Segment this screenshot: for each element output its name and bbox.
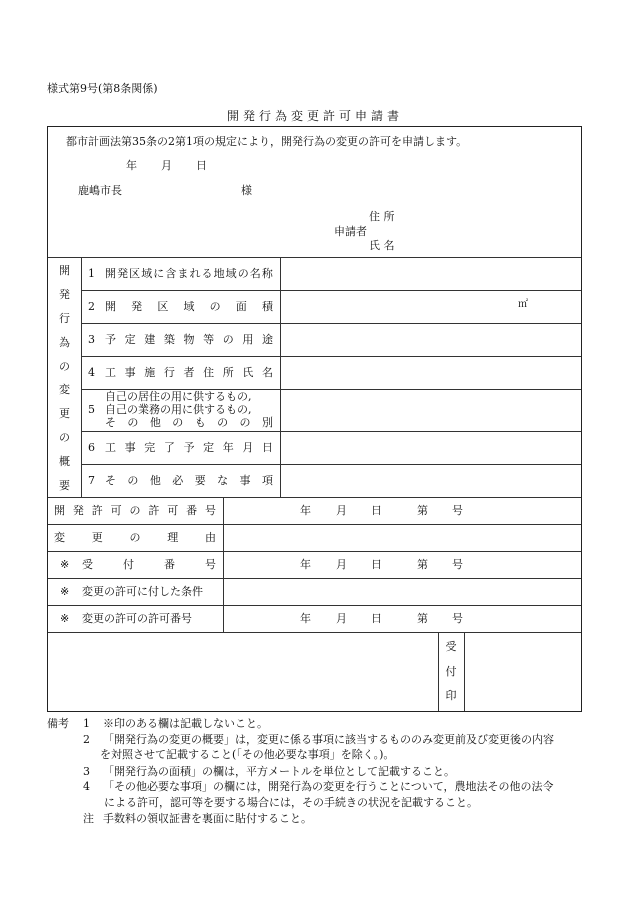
summary-item-label-char: 名 [249, 266, 261, 280]
addressee: 鹿嶋市長 [78, 184, 122, 197]
summary-label-char: 要 [59, 478, 70, 492]
summary-item-label-char: 域 [225, 266, 237, 280]
date-year: 年 [300, 557, 311, 571]
lower-row-label [54, 505, 216, 516]
row-divider [81, 431, 581, 432]
summary-item-label-char: 発 [117, 266, 129, 280]
summary-section-label [48, 265, 81, 491]
summary-item-label-char: 定 [124, 332, 136, 346]
summary-item-label-char: そ [105, 415, 116, 429]
summary-label-char: 開 [59, 264, 70, 277]
date-year: 年 [300, 503, 311, 517]
number-suffix: 号 [452, 557, 463, 571]
summary-label-char: 為 [59, 335, 70, 349]
summary-label-char: 変 [59, 383, 70, 397]
number-suffix: 号 [452, 503, 463, 517]
date-year: 年 [300, 611, 311, 625]
row-divider [81, 323, 581, 324]
form-title: 開発行為変更許可申請書 [226, 109, 403, 123]
summary-item-number: 6 [88, 440, 95, 454]
summary-label-char: 更 [59, 407, 70, 421]
summary-item-label-char: 年 [222, 440, 234, 454]
summary-item-label-char: 日 [262, 440, 273, 454]
date-month: 月 [336, 557, 347, 571]
summary-item-label-char: 区 [129, 266, 141, 280]
summary-label-char: の [59, 431, 70, 445]
row-divider [48, 551, 581, 552]
summary-item-label-char: も [194, 415, 206, 429]
remark-text: 手数料の領収証書を裏面に貼付すること。 [103, 812, 312, 825]
lower-row-label-char: 由 [205, 530, 216, 544]
lower-row-label-char: 発 [72, 503, 84, 517]
column-divider [223, 551, 224, 578]
summary-item-label-char: 築 [163, 332, 175, 346]
summary-item-label-char: 名 [262, 365, 273, 379]
summary-item-unit: ㎡ [518, 298, 528, 310]
summary-item-label-char: の [172, 415, 184, 429]
summary-item-label-char: 月 [242, 440, 254, 454]
date-month: 月 [336, 503, 347, 517]
summary-item-label: 自己の業務の用に供するもの, [105, 402, 252, 416]
summary-item-number: 2 [88, 299, 95, 313]
remark-number: 3 [83, 765, 90, 778]
summary-item-label-char: 住 [203, 365, 215, 379]
summary-item-label-char: に [153, 266, 165, 280]
summary-item-label-char: 用 [242, 332, 254, 346]
remark-text: 「開発行為の変更の概要」は，変更に係る事項に該当するもののみ変更前及び変更後の内容 [103, 733, 554, 746]
remark-text: による許可，認可等を要する場合には，その手続きの状況を記載すること。 [104, 796, 478, 809]
summary-item-label [105, 442, 273, 453]
summary-item-label-char: 他 [149, 473, 161, 487]
summary-item-number: 3 [88, 332, 95, 346]
summary-item-label-char: 施 [144, 365, 156, 379]
date-day: 日 [371, 503, 382, 517]
number-prefix: 第 [417, 557, 428, 571]
summary-item-label-char: の [222, 332, 234, 346]
summary-item-label-char: そ [105, 473, 116, 487]
summary-item-label-char: 者 [183, 365, 195, 379]
summary-item-number: 7 [88, 473, 95, 487]
lower-row-label-char: 可 [167, 503, 179, 517]
application-statement: 都市計画法第35条の2第1項の規定により，開発行為の変更の許可を申請します。 [66, 135, 468, 148]
summary-item-label-char: 予 [105, 332, 116, 346]
lower-row-label-char: 号 [205, 557, 216, 571]
summary-item-label-char: 称 [261, 266, 273, 280]
lower-row-label-char: 号 [205, 503, 216, 517]
reception-label-char: 受 [445, 640, 457, 653]
summary-label-char: 発 [59, 287, 70, 301]
lower-row-label-char: の [129, 503, 141, 517]
summary-item-label-char: 建 [144, 332, 156, 346]
row-divider [48, 605, 581, 606]
column-divider [223, 578, 224, 605]
lower-row-label [54, 532, 216, 543]
summary-item-number: 4 [88, 365, 95, 379]
summary-item-label-char: 等 [203, 332, 215, 346]
not-required-mark: ※ [60, 557, 70, 571]
summary-item-label-char: 必 [172, 473, 184, 487]
summary-item-label-char: 工 [105, 440, 116, 454]
lower-row-label-char: 番 [164, 557, 175, 571]
summary-item-number: 1 [88, 266, 95, 280]
not-required-mark: ※ [60, 584, 70, 598]
summary-item-label-char: 要 [194, 473, 206, 487]
column-divider [223, 497, 224, 524]
summary-item-label-char: 事 [124, 365, 136, 379]
summary-item-label-char: 別 [261, 415, 273, 429]
remark-text: 「その他必要な事項」の欄には，開発行為の変更を行うことについて，農地法その他の法令 [103, 780, 554, 793]
summary-item-label [105, 334, 273, 345]
lower-row-label-char: 変 [54, 530, 65, 544]
application-form-table [47, 126, 582, 712]
summary-item-label-char: の [237, 266, 249, 280]
number-prefix: 第 [417, 503, 428, 517]
summary-item-label-char: 地 [213, 266, 225, 280]
summary-item-label-char: 含 [165, 266, 177, 280]
remark-number: 4 [83, 780, 90, 793]
summary-item-label-char: 面 [235, 299, 247, 313]
summary-item-label-char: な [217, 473, 229, 487]
application-date-year: 年 [126, 159, 137, 172]
addressee-honorific: 様 [241, 184, 252, 197]
row-divider [48, 524, 581, 525]
summary-item-label-char: る [201, 266, 213, 280]
reception-label-char: 印 [445, 689, 457, 702]
lower-row-label-char: 理 [167, 530, 179, 544]
summary-item-label-char: 所 [222, 365, 234, 379]
summary-item-number: 5 [88, 403, 95, 416]
summary-item-label-char: 発 [131, 299, 143, 313]
applicant-address-label: 住 所 [369, 210, 395, 223]
summary-item-label-char: の [217, 415, 229, 429]
summary-item-label [105, 417, 273, 428]
summary-item-label-char: ま [177, 266, 189, 280]
applicant-label: 申請者 [334, 225, 367, 238]
row-divider [81, 464, 581, 465]
summary-item-label-char: 事 [239, 473, 251, 487]
summary-item-label-char: 域 [183, 299, 195, 313]
lower-row-label: 変更の許可に付した条件 [82, 584, 203, 598]
remark-text: を対照させて記載すること(「その他必要な事項」を除く。)。 [100, 748, 395, 761]
application-date-day: 日 [196, 159, 207, 172]
remark-text: ※印のある欄は記載しないこと。 [103, 717, 268, 730]
summary-item-label-char: 事 [124, 440, 136, 454]
date-month: 月 [336, 611, 347, 625]
summary-item-label-char: 行 [163, 365, 175, 379]
summary-item-label-char: 積 [261, 299, 273, 313]
remark-text: 「開発行為の面積」の欄は，平方メートルを単位として記載すること。 [103, 765, 455, 778]
summary-item-label [105, 475, 273, 486]
summary-item-label-char: 区 [157, 299, 169, 313]
number-prefix: 第 [417, 611, 428, 625]
lower-row-label-char: 許 [148, 503, 160, 517]
remarks-heading: 備考 [47, 717, 69, 730]
summary-item-label-char: 了 [163, 440, 175, 454]
lower-row-label-char: 許 [91, 503, 103, 517]
lower-row-label-char: の [129, 530, 141, 544]
summary-item-label-char: れ [189, 266, 201, 280]
summary-item-label-char: の [127, 473, 139, 487]
column-divider [223, 605, 224, 632]
date-day: 日 [371, 557, 382, 571]
summary-item-label-char: 工 [105, 365, 116, 379]
summary-item-label: 自己の居住の用に供するもの, [105, 389, 252, 403]
applicant-name-label: 氏 名 [369, 239, 395, 252]
summary-item-label-char: 域 [141, 266, 153, 280]
summary-item-label-char: 項 [261, 473, 273, 487]
reception-label-char: 付 [445, 664, 457, 678]
summary-label-char: 概 [59, 455, 70, 468]
row-divider [81, 290, 581, 291]
row-divider [81, 356, 581, 357]
summary-item-label-char: の [239, 415, 251, 429]
summary-item-label-char: 途 [262, 332, 273, 346]
not-required-mark: ※ [60, 611, 70, 625]
remark-number: 注 [83, 812, 94, 825]
summary-item-label-char: 他 [149, 415, 161, 429]
summary-item-label-char: 完 [144, 440, 156, 454]
lower-row-label: 変更の許可の許可番号 [82, 611, 192, 625]
row-divider [48, 578, 581, 579]
summary-item-label-char: 定 [203, 440, 215, 454]
lower-row-label-char: 可 [110, 503, 122, 517]
application-date-month: 月 [161, 159, 172, 172]
summary-item-label [105, 301, 273, 312]
lower-row-label [82, 559, 216, 570]
lower-row-label-char: 開 [54, 503, 65, 517]
number-suffix: 号 [452, 611, 463, 625]
summary-item-label-char: 予 [183, 440, 195, 454]
summary-item-label-char: の [127, 415, 139, 429]
summary-item-label-char: 開 [105, 266, 116, 280]
summary-item-label [105, 268, 273, 279]
summary-item-label-char: 開 [105, 299, 116, 313]
summary-label-char: の [59, 359, 70, 373]
summary-item-label-char: の [209, 299, 221, 313]
date-day: 日 [371, 611, 382, 625]
summary-item-label-char: 物 [183, 332, 195, 346]
lower-row-label-char: 番 [186, 503, 198, 517]
remark-number: 1 [83, 717, 90, 730]
lower-row-label-char: 付 [123, 557, 134, 571]
lower-row-label-char: 更 [91, 530, 103, 544]
summary-item-label-char: 氏 [242, 365, 254, 379]
form-number: 様式第9号(第8条関係) [47, 82, 158, 95]
summary-item-label [105, 367, 273, 378]
lower-row-label-char: 受 [82, 557, 93, 571]
remark-number: 2 [83, 733, 90, 746]
summary-label-char: 行 [59, 311, 70, 325]
reception-stamp-label [438, 641, 464, 701]
column-divider [223, 524, 224, 551]
